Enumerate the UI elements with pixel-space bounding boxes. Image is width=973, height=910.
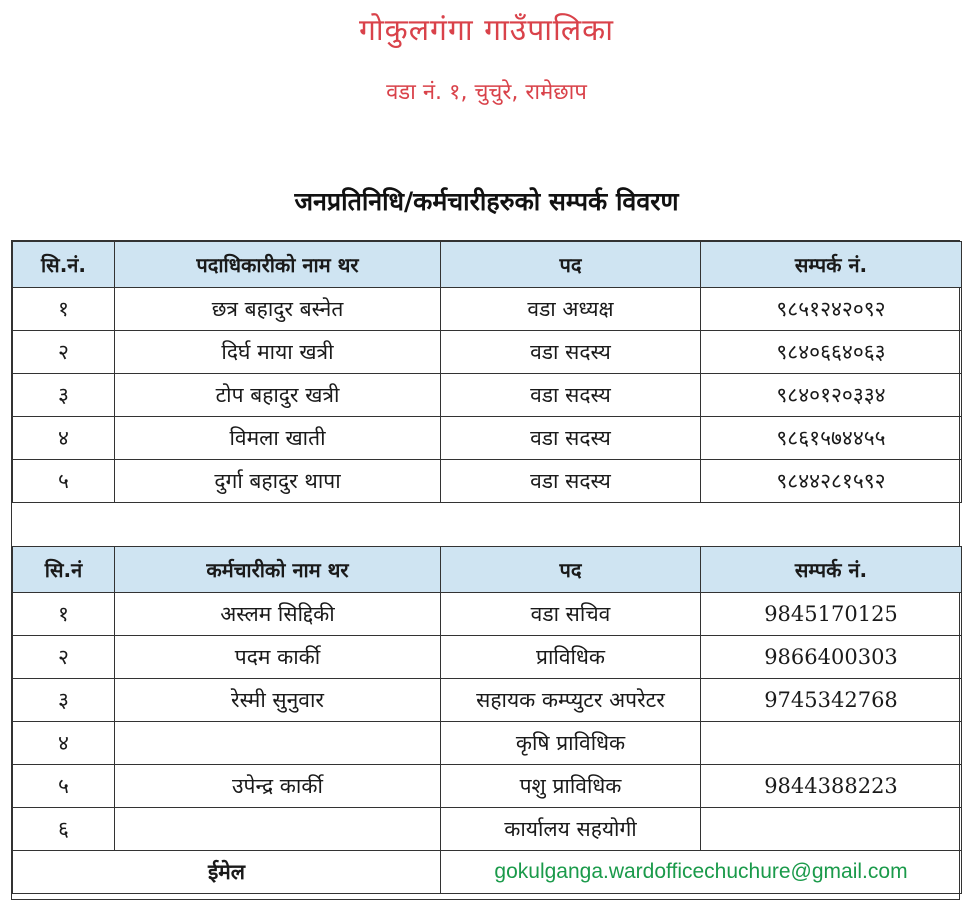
table-row [13,679,962,722]
name-cell: पदम कार्की [115,636,441,679]
post-cell: वडा सदस्य [441,374,701,417]
name-cell [115,722,441,765]
email-address[interactable]: gokulganga.wardofficechuchure@gmail.com [441,851,962,894]
org-name: गोकुलगंगा गाउँपालिका [359,13,614,48]
name-cell: दिर्घ माया खत्री [115,331,441,374]
name-cell: छत्र बहादुर बस्नेत [115,288,441,331]
table-row [13,288,962,331]
table-row [13,636,962,679]
staff-table [12,546,962,894]
contact-cell: 9844388223 [701,765,962,808]
post-cell: कार्यालय सहयोगी [441,808,701,851]
contact-cell: 9845170125 [701,593,962,636]
contact-cell: ९८६१५७४४५५ [701,417,962,460]
table-row [13,593,962,636]
contact-cell: ९८४०६६४०६३ [701,331,962,374]
org-address: वडा नं. १, चुचुरे, रामेछाप [386,80,587,105]
header-post: पद [441,547,701,593]
header-serial: सि.नं [13,547,115,593]
contact-sheet [11,240,960,900]
table-header-row [13,242,962,288]
contact-cell: ९८४०१२०३३४ [701,374,962,417]
serial-cell: ३ [13,679,115,722]
name-cell: विमला खाती [115,417,441,460]
serial-cell: ४ [13,417,115,460]
table-row [13,460,962,503]
table-row [13,765,962,808]
serial-cell: ५ [13,460,115,503]
header-name: कर्मचारीको नाम थर [115,547,441,593]
header-contact: सम्पर्क नं. [701,547,962,593]
serial-cell: ३ [13,374,115,417]
contact-cell: ९८४४२८१५९२ [701,460,962,503]
serial-cell: ५ [13,765,115,808]
post-cell: प्राविधिक [441,636,701,679]
table-row [13,417,962,460]
contact-cell: 9866400303 [701,636,962,679]
post-cell: कृषि प्राविधिक [441,722,701,765]
name-cell [115,808,441,851]
serial-cell: १ [13,288,115,331]
header-serial: सि.नं. [13,242,115,288]
table-spacer [12,506,959,546]
header-contact: सम्पर्क नं. [701,242,962,288]
post-cell: वडा अध्यक्ष [441,288,701,331]
contact-cell [701,722,962,765]
post-cell: पशु प्राविधिक [441,765,701,808]
table-row [13,331,962,374]
name-cell: रेस्मी सुनुवार [115,679,441,722]
table-row [13,808,962,851]
serial-cell: २ [13,331,115,374]
post-cell: वडा सचिव [441,593,701,636]
post-cell: वडा सदस्य [441,460,701,503]
representatives-table [12,241,962,503]
post-cell: वडा सदस्य [441,417,701,460]
table-row [13,722,962,765]
post-cell: वडा सदस्य [441,331,701,374]
contact-cell [701,808,962,851]
name-cell: अस्लम सिद्दिकी [115,593,441,636]
table-row [13,374,962,417]
serial-cell: ४ [13,722,115,765]
name-cell: उपेन्द्र कार्की [115,765,441,808]
table-header-row [13,547,962,593]
header-name: पदाधिकारीको नाम थर [115,242,441,288]
document-title: जनप्रतिनिधि/कर्मचारीहरुको सम्पर्क विवरण [294,187,679,216]
serial-cell: २ [13,636,115,679]
contact-cell: 9745342768 [701,679,962,722]
email-label: ईमेल [13,851,441,894]
contact-cell: ९८५१२४२०९२ [701,288,962,331]
header-post: पद [441,242,701,288]
post-cell: सहायक कम्प्युटर अपरेटर [441,679,701,722]
name-cell: दुर्गा बहादुर थापा [115,460,441,503]
serial-cell: १ [13,593,115,636]
serial-cell: ६ [13,808,115,851]
name-cell: टोप बहादुर खत्री [115,374,441,417]
email-row [13,851,962,894]
